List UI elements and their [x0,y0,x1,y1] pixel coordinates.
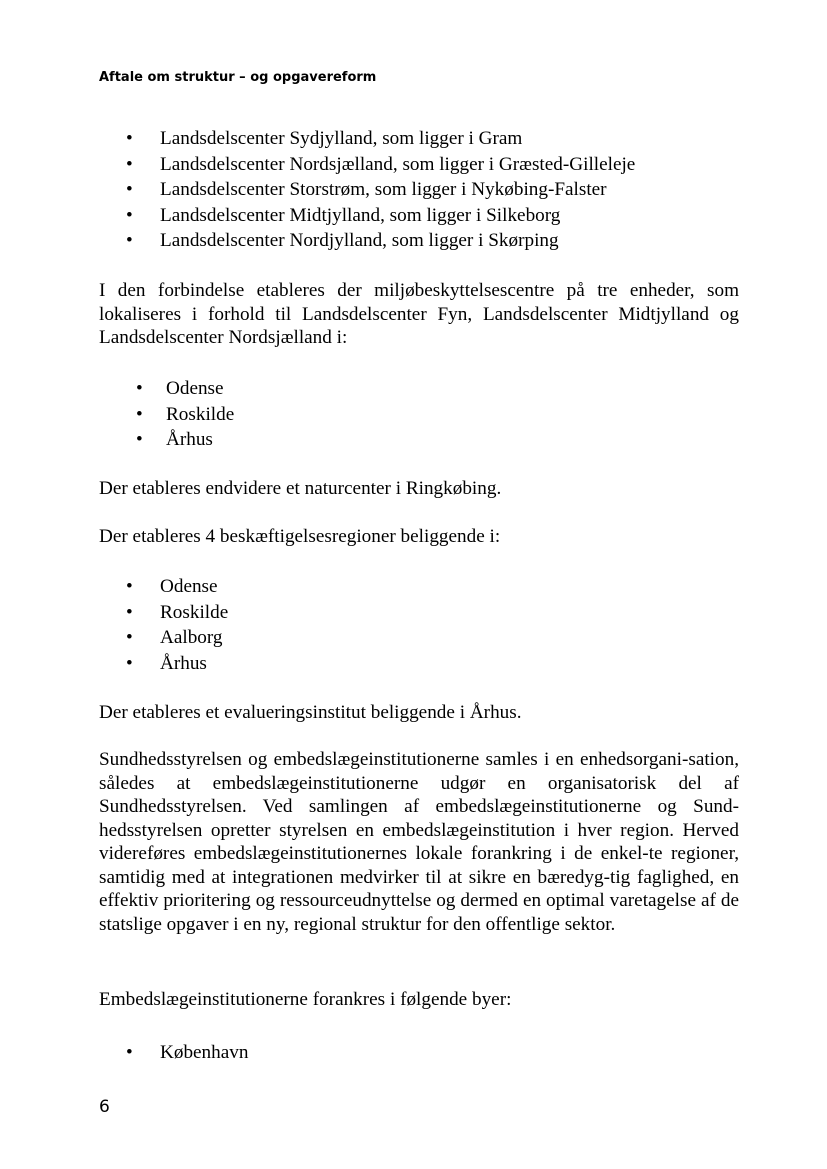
list-item-text: Odense [166,378,224,399]
list-item-text: Odense [160,576,218,597]
list-item-text: Roskilde [166,403,235,425]
list-item [126,126,635,152]
landsdelscenter-list [126,126,636,254]
list-item [136,427,234,453]
list-item-text: Landsdelscenter Sydjylland, som ligger i Gram [160,128,523,149]
list-item [136,402,235,428]
bullet-icon: • [126,153,133,175]
paragraph-naturcenter: Der etableres endvidere et naturcenter i Ringkøbing. [99,478,502,499]
paragraph-sundhed: Sundhedsstyrelsen og embedslægeinstitutionerne samles i en enhedsorgani-sation, således at embedslægeinstitutionerne udgør en organisatorisk del af Sundhedsstyrelsen. Ved samlingen af embedslægeinstitutionerne og Sund-hedsstyrelsen opretter styrelsen en embedslægeinstitution i hver region. Herved videreføres embedslægeinstitutionernes lokale forankring i de enkel-te regioner, samtidig med at integrationen medvirker til at sikre en bæredyg-tig faglighed, en effektiv prioritering og ressourceudnyttelse og dermed en optimal varetagelse af de statslige opgaver i en ny, regional struktur for den offentlige sektor. [99,749,739,935]
bullet-icon: • [126,128,133,149]
list-item [126,625,228,651]
bullet-icon: • [126,652,133,674]
bullet-icon: • [136,378,143,399]
list-item [126,152,636,178]
list-item-text: København [160,1042,249,1063]
list-item [126,1040,249,1066]
paragraph-beskaeftigelse: Der etableres 4 beskæftigelsesregioner beliggende i: [99,526,501,547]
list-item [136,376,234,402]
paragraph-embedslaege: Embedslægeinstitutionerne forankres i følgende byer: [99,989,512,1010]
list-item-text: Landsdelscenter Midtjylland, som ligger i Silkeborg [160,204,561,226]
running-header: Aftale om struktur – og opgavereform [99,70,377,85]
list-item [126,574,228,600]
page-number: 6 [99,1097,110,1117]
bullet-icon: • [136,429,143,450]
list-item-text: Aalborg [160,627,223,648]
list-item-text: Århus [166,429,213,450]
list-item-text: Landsdelscenter Storstrøm, som ligger i Nykøbing-Falster [160,179,607,200]
list-item [126,203,635,229]
bullet-icon: • [126,179,133,200]
bullet-icon: • [126,601,133,623]
list-item [126,651,228,677]
bullet-icon: • [136,403,143,425]
list-item-text: Landsdelscenter Nordsjælland, som ligger i Græsted-Gilleleje [160,153,636,175]
list-item-text: Landsdelscenter Nordjylland, som ligger i Skørping [160,230,559,251]
embedslaege-city-list [126,1040,249,1066]
miljo-city-list [136,376,235,453]
bullet-icon: • [126,230,133,251]
list-item [126,228,635,254]
paragraph-miljo: I den forbindelse etableres der miljøbeskyttelsescentre på tre enheder, som lokaliseres i forhold til Landsdelscenter Fyn, Landsdelscenter Midtjylland og Landsdelscenter Nordsjælland i: [99,280,739,348]
list-item-text: Århus [160,652,207,674]
list-item-text: Roskilde [160,601,229,623]
bullet-icon: • [126,1042,133,1063]
bullet-icon: • [126,204,133,226]
list-item [126,600,229,626]
bullet-icon: • [126,576,133,597]
list-item [126,177,635,203]
paragraph-evaluering: Der etableres et evalueringsinstitut beliggende i Århus. [99,702,522,723]
beskaeftigelse-city-list [126,574,229,676]
bullet-icon: • [126,627,133,648]
